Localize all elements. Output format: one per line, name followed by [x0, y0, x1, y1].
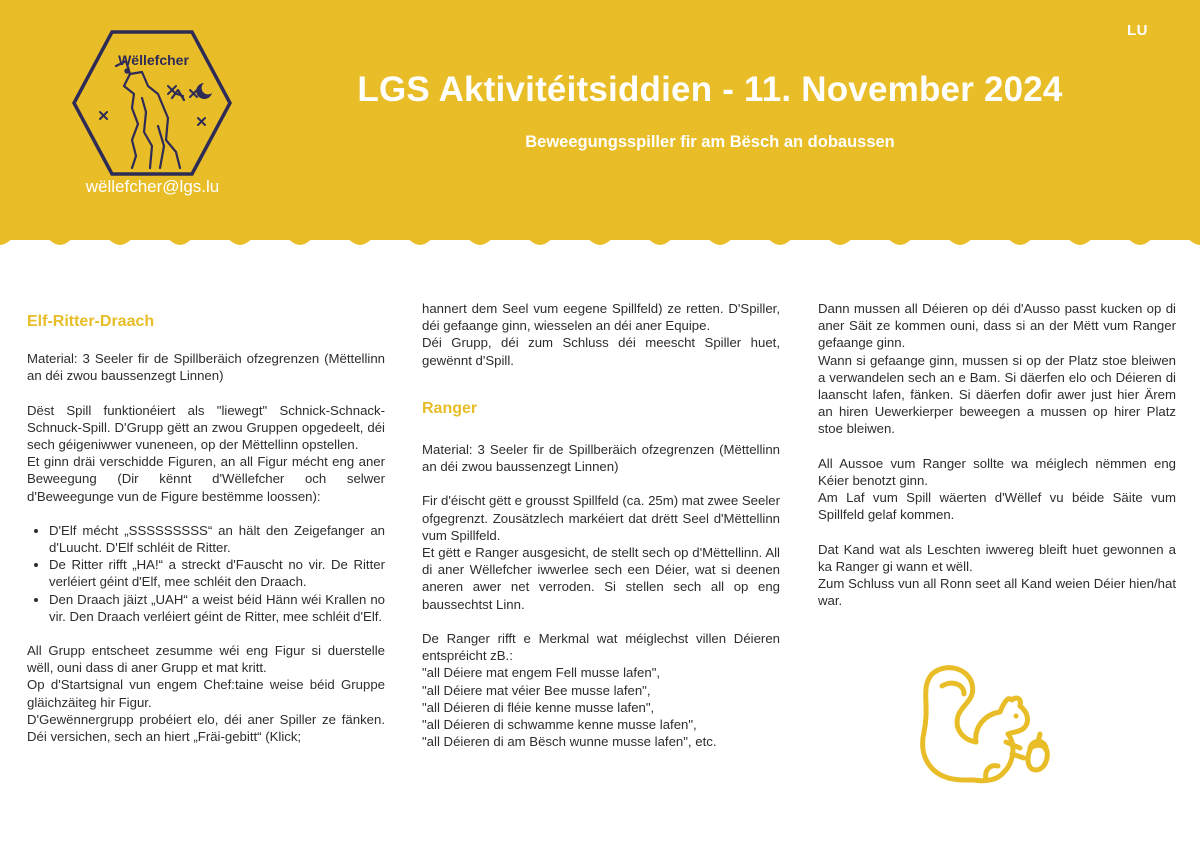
list-item: "all Déiere mat véier Bee musse lafen",: [422, 682, 651, 698]
paragraph: Déi Grupp, déi zum Schluss déi meescht Spiller huet, gewënnt d'Spill.: [422, 335, 780, 368]
squirrel-icon: [912, 662, 1082, 792]
list-item: "all Déieren di fléie kenne musse lafen",: [422, 699, 655, 715]
paragraph: Et ginn dräi verschidde Figuren, an all Figur mécht eng aner Beweegung (Dir kënnt d'Wëllefcher och selwer d'Beweegunge vun de Figure bestëmme loossen):: [27, 454, 385, 504]
paragraph: Am Laf vum Spill wäerten d'Wëllef vu béide Säite vum Spillfeld gelaf kommen.: [818, 490, 1176, 523]
material-text: Material: 3 Seeler fir de Spillberäich ofzegrenzen (Mëttellinn an déi zwou baussenzegt Linnen): [422, 441, 780, 475]
paragraph: Dat Kand wat als Leschten iwwereg bleift huet gewonnen a ka Ranger gi wann et wëll.: [818, 541, 1176, 575]
paragraph: Op d'Startsignal vun engem Chef:taine weise béid Gruppe gläichzäiteg hir Figur.: [27, 677, 385, 710]
language-label: LU: [1127, 22, 1148, 39]
section-heading-elf-ritter-draach: Elf-Ritter-Draach: [27, 313, 155, 330]
paragraph: All Aussoe vum Ranger sollte wa méiglech nëmmen eng Kéier benotzt ginn.: [818, 455, 1176, 489]
page-title: LGS Aktivitéitsiddien - 11. November 2024: [357, 70, 1063, 109]
paragraph: De Ranger rifft e Merkmal wat méiglechst villen Déieren entspréicht zB.:: [422, 631, 780, 664]
wave-divider: [0, 222, 1200, 264]
paragraph: Wann si gefaange ginn, mussen si op der Platz stoe bleiwen a verwandelen sech an e Bam. Si däerfen elo och Déieren di laanscht lafen, fänken. Si däerfen dofir awer just hier Ärem an hiren Uewerkierper beweegen a mussen op hirer Platz stoe bleiwen.: [818, 352, 1176, 437]
example-list: [422, 664, 780, 750]
list-item: "all Déieren di schwamme kenne musse lafen",: [422, 717, 697, 733]
wolf-logo-icon: [72, 28, 232, 178]
list-item: • De Ritter rifft „HA!“ a streckt d'Fauscht no vir. De Ritter verléiert géint d'Elf, mee schléit den Draach.: [49, 556, 385, 590]
material-text: Material: 3 Seeler fir de Spillberäich ofzegrenzen (Mëttellinn an déi zwou baussenzegt Linnen): [27, 351, 385, 384]
paragraph: Dëst Spill funktionéiert als "liewegt" Schnick-Schnack-Schnuck-Spill. D'Grupp gëtt an zwou Gruppen opgedeelt, déi sech géigeniwwer vuneneen, op der Mëttellinn opstellen.: [27, 402, 385, 452]
logo-wordmark: Wëllefcher: [118, 52, 189, 68]
paragraph: Dann mussen all Déieren op déi d'Ausso passt kucken op di aner Säit ze kommen ouni, dass si an der Mëtt vum Ranger gefaange ginn.: [818, 301, 1176, 351]
figure-list: [27, 522, 385, 625]
paragraph: hannert dem Seel vum eegene Spillfeld) ze retten. D'Spiller, déi gefaange ginn, wiesselen an déi aner Equipe.: [422, 301, 780, 334]
column-elf-ritter-draach: [27, 300, 385, 745]
paragraph: All Grupp entscheet zesumme wéi eng Figur si duerstelle wëll, ouni dass di aner Grupp et mat kritt.: [27, 643, 385, 676]
contact-email[interactable]: wëllefcher@lgs.lu: [85, 177, 220, 196]
list-item: "all Déiere mat engem Fell musse lafen",: [422, 665, 661, 681]
list-item: • Den Draach jäizt „UAH“ a weist béid Hänn wéi Krallen no vir. Den Draach verléiert géint de Ritter, mee schléit d'Elf.: [49, 591, 385, 625]
list-item: "all Déieren di am Bësch wunne musse lafen", etc.: [422, 734, 717, 750]
page-subtitle: Beweegungsspiller fir am Bësch an dobaussen: [525, 133, 895, 151]
paragraph: D'Gewënnergrupp probéiert elo, déi aner Spiller ze fänken. Déi versichen, sech an hiert „Fräi-gebitt“ (Klick;: [27, 711, 385, 745]
list-item: • D'Elf mécht „SSSSSSSSS“ an hält den Zeigefanger an d'Luucht. D'Elf schléit de Ritter.: [49, 522, 385, 556]
column-ranger-continued: [818, 300, 1176, 610]
paragraph: Zum Schluss vun all Ronn seet all Kand weien Déier hien/hat war.: [818, 576, 1176, 609]
paragraph: Fir d'éischt gëtt e grousst Spillfeld (ca. 25m) mat zwee Seeler ofgegrenzt. Zousätzlech markéiert dat drëtt Seel d'Mëttellinn vum Spillfeld.: [422, 493, 780, 543]
column-ranger: [422, 300, 780, 750]
paragraph: Et gëtt e Ranger ausgesicht, de stellt sech op d'Mëttellinn. All di aner Wëllefcher iwwerlee sech een Déier, wat si deenen aneren awer net verroden. Si stellen sech all op eng baussechtst Linn.: [422, 545, 780, 612]
section-heading-ranger: Ranger: [422, 399, 478, 417]
